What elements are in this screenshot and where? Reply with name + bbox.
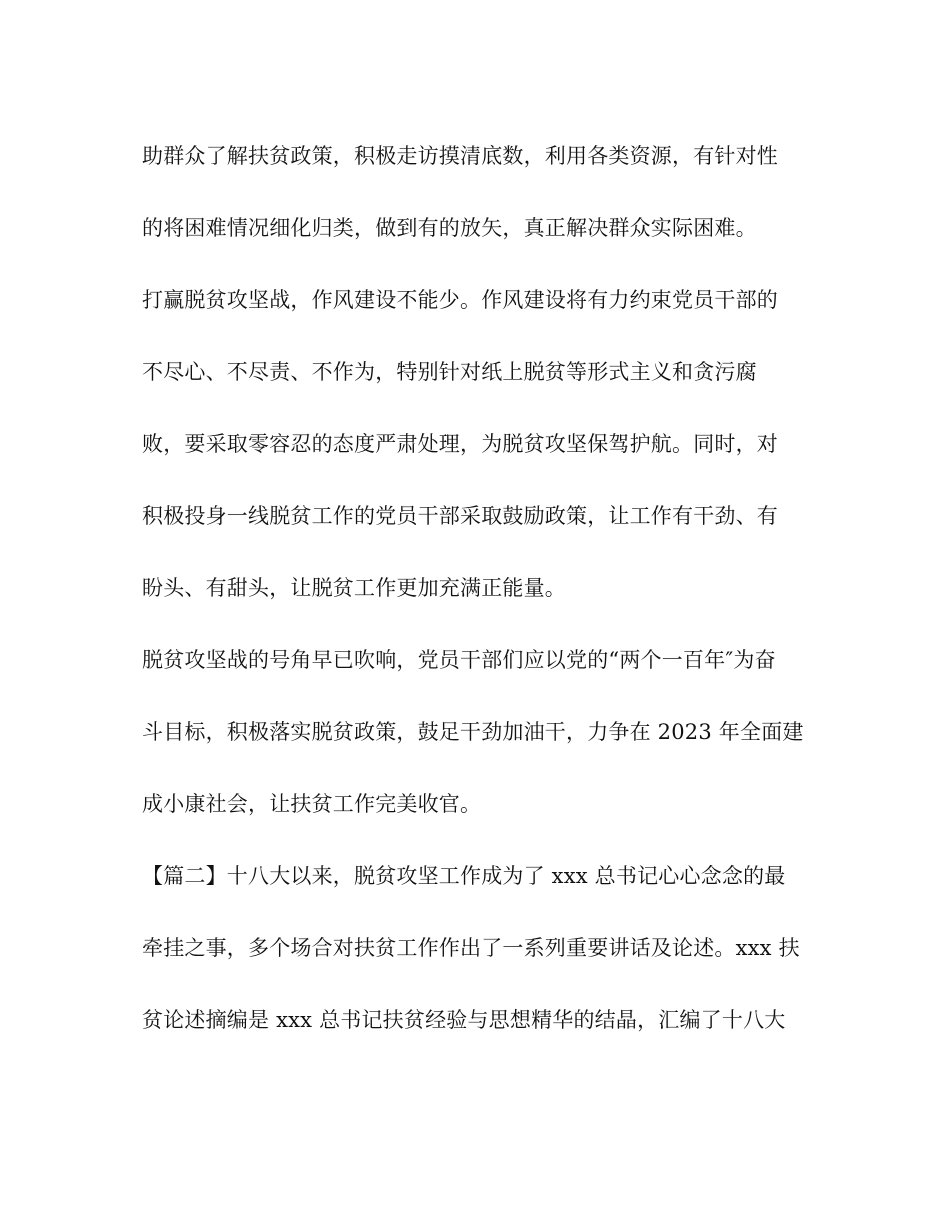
text-line: 打赢脱贫攻坚战，作风建设不能少。作风建设将有力约束党员干部的	[142, 288, 778, 312]
text-line: 斗目标，积极落实脱贫政策，鼓足干劲加油干，力争在 2023 年全面建	[142, 720, 804, 744]
text-line: 积极投身一线脱贫工作的党员干部采取鼓励政策，让工作有干劲、有	[142, 504, 778, 528]
text-line: 盼头、有甜头，让脱贫工作更加充满正能量。	[142, 576, 566, 600]
text-line: 助群众了解扶贫政策，积极走访摸清底数，利用各类资源，有针对性	[142, 144, 778, 168]
text-line: 败，要采取零容忍的态度严肃处理，为脱贫攻坚保驾护航。同时，对	[142, 432, 778, 456]
text-line: 的将困难情况细化归类，做到有的放矢，真正解决群众实际困难。	[142, 216, 757, 240]
text-line: 不尽心、不尽责、不作为，特别针对纸上脱贫等形式主义和贪污腐	[142, 360, 757, 384]
text-line: 成小康社会，让扶贫工作完美收官。	[142, 792, 482, 816]
text-line: 贫论述摘编是 xxx 总书记扶贫经验与思想精华的结晶，汇编了十八大	[142, 1008, 786, 1032]
text-line: 脱贫攻坚战的号角早已吹响，党员干部们应以党的“两个一百年″为奋	[142, 648, 776, 672]
text-line: 牵挂之事，多个场合对扶贫工作作出了一系列重要讲话及论述。xxx 扶	[142, 936, 800, 960]
text-line: 【篇二】十八大以来，脱贫攻坚工作成为了 xxx 总书记心心念念的最	[142, 864, 786, 888]
